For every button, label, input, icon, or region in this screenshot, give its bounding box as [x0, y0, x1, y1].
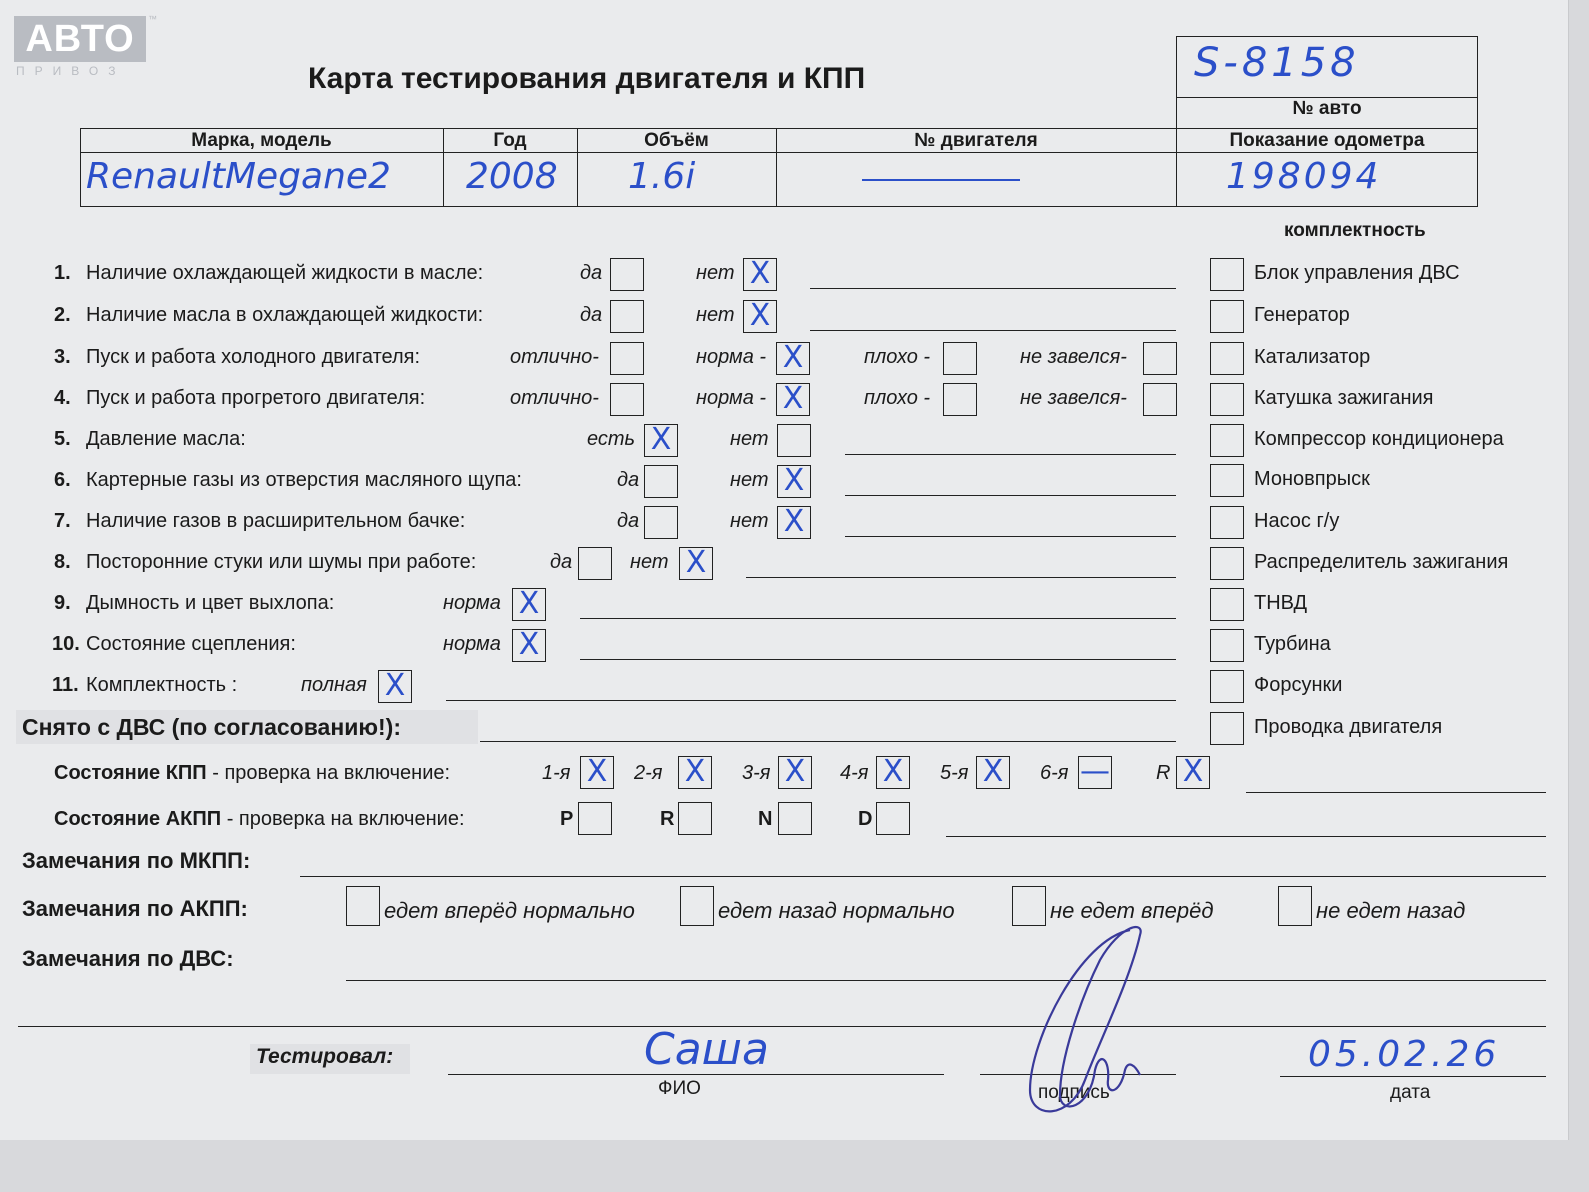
option-checkbox[interactable]: X [777, 506, 811, 539]
kpp-label-bold: Состояние КПП [54, 762, 207, 784]
akpp-option-no-forward: не едет вперёд [1050, 898, 1214, 923]
kit-checkbox[interactable] [1210, 712, 1244, 745]
item-text: Пуск и работа холодного двигателя: [86, 346, 421, 368]
option-checkbox[interactable] [943, 383, 977, 416]
car-number-value: S-8158 [1194, 40, 1360, 86]
engine-number-dash [862, 179, 1020, 181]
gear-checkbox[interactable]: X [876, 756, 910, 789]
date-line [1280, 1076, 1546, 1077]
option-checkbox[interactable] [610, 342, 644, 375]
akpp-mode-label: N [758, 808, 773, 830]
option-checkbox[interactable]: X [679, 547, 713, 580]
kit-checkbox[interactable] [1210, 629, 1244, 662]
item-text: Наличие охлаждающей жидкости в масле: [86, 262, 484, 284]
removed-line [480, 741, 1176, 742]
date-label: дата [1390, 1082, 1431, 1103]
removed-label: Снято с ДВС (по согласованию!): [22, 714, 401, 740]
kit-item-label: Катализатор [1254, 346, 1371, 368]
kit-checkbox[interactable] [1210, 424, 1244, 457]
item-number: 8. [54, 551, 71, 573]
kit-item-label: Распределитель зажигания [1254, 551, 1509, 573]
option-label: норма - [696, 387, 767, 409]
tested-by-label: Тестировал: [256, 1045, 394, 1068]
akpp-option-box[interactable] [1278, 886, 1312, 926]
year-value: 2008 [466, 156, 558, 197]
kit-item-label: Моновпрыск [1254, 468, 1370, 490]
gear-label: 6-я [1040, 762, 1069, 784]
remarks-mkpp-line [300, 876, 1546, 877]
option-label: норма [443, 633, 501, 655]
option-checkbox[interactable] [644, 465, 678, 498]
item-text: Давление масла: [86, 428, 246, 450]
kpp-label-rest: - проверка на включение: [206, 762, 451, 784]
kit-item-label: Компрессор кондиционера [1254, 428, 1504, 450]
volume-value: 1.6i [628, 156, 696, 197]
kit-checkbox[interactable] [1210, 342, 1244, 375]
option-checkbox[interactable] [777, 424, 811, 457]
remarks-akpp-label: Замечания по АКПП: [22, 896, 248, 921]
gear-label: 2-я [634, 762, 663, 784]
item-number: 10. [52, 633, 80, 655]
kit-item-label: Форсунки [1254, 674, 1343, 696]
option-checkbox[interactable]: X [776, 342, 810, 375]
item-number: 9. [54, 592, 71, 614]
option-checkbox[interactable] [610, 258, 644, 291]
item-notes-line [746, 577, 1176, 578]
option-label: полная [301, 674, 367, 696]
item-text: Комплектность : [86, 674, 238, 696]
item-notes-line [580, 659, 1176, 660]
option-label: отлично- [510, 387, 599, 409]
akpp-label-rest: - проверка на включение: [221, 808, 465, 830]
avtoprivoz-logo: АВТО [14, 16, 146, 62]
item-number: 11. [52, 674, 79, 696]
kit-checkbox[interactable] [1210, 588, 1244, 621]
kpp-label [54, 762, 450, 785]
gear-label: 1-я [542, 762, 571, 784]
akpp-mode-label: P [560, 808, 574, 830]
item-notes-line [446, 700, 1176, 701]
signature-scribble [1000, 920, 1190, 1130]
item-text: Наличие масла в охлаждающей жидкости: [86, 304, 484, 326]
odometer-value: 198094 [1226, 156, 1382, 197]
option-checkbox[interactable] [578, 547, 612, 580]
kit-item-label: Проводка двигателя [1254, 716, 1443, 738]
option-label: да [617, 510, 640, 532]
option-label: есть [587, 428, 636, 450]
option-label: не завелся- [1020, 346, 1127, 368]
akpp-line [946, 836, 1546, 837]
gear-label: 4-я [840, 762, 869, 784]
option-checkbox[interactable]: X [743, 258, 777, 291]
kit-item-label: ТНВД [1254, 592, 1308, 614]
kit-item-label: Генератор [1254, 304, 1350, 326]
item-number: 4. [54, 387, 71, 409]
akpp-mode-checkbox[interactable] [876, 802, 910, 835]
option-label: плохо - [864, 346, 931, 368]
option-checkbox[interactable]: X [512, 629, 546, 662]
akpp-mode-checkbox[interactable] [578, 802, 612, 835]
item-notes-line [810, 288, 1176, 289]
option-label: норма - [696, 346, 767, 368]
logo-subtitle: ПРИВОЗ [16, 64, 126, 78]
kit-checkbox[interactable] [1210, 506, 1244, 539]
kit-checkbox[interactable] [1210, 464, 1244, 497]
kit-item-label: Катушка зажигания [1254, 387, 1434, 409]
header-model: Марка, модель [191, 130, 332, 151]
option-label: нет [730, 428, 769, 450]
kpp-line [1246, 792, 1546, 793]
car-number-label: № авто [1292, 98, 1362, 119]
gear-checkbox[interactable]: X [778, 756, 812, 789]
option-label: да [580, 304, 603, 326]
header-year: Год [493, 130, 527, 151]
gear-checkbox[interactable]: X [976, 756, 1010, 789]
akpp-label-bold: Состояние АКПП [54, 808, 222, 830]
item-notes-line [580, 618, 1176, 619]
option-label: отлично- [510, 346, 599, 368]
signature-label: подпись [1038, 1082, 1110, 1103]
header-odometer: Показание одометра [1229, 130, 1425, 151]
gear-label: 5-я [940, 762, 969, 784]
kit-item-label: Блок управления ДВС [1254, 262, 1460, 284]
option-checkbox[interactable]: X [743, 300, 777, 333]
option-checkbox[interactable] [610, 383, 644, 416]
option-checkbox[interactable]: X [776, 383, 810, 416]
item-number: 5. [54, 428, 71, 450]
fio-value: Саша [644, 1024, 769, 1075]
item-text: Посторонние стуки или шумы при работе: [86, 551, 477, 573]
akpp-option-forward-ok: едет вперёд нормально [384, 898, 635, 923]
akpp-mode-checkbox[interactable] [778, 802, 812, 835]
item-number: 1. [54, 262, 71, 284]
option-label: норма [443, 592, 501, 614]
model-value: RenaultMegane2 [86, 156, 391, 197]
option-checkbox[interactable]: X [378, 670, 412, 703]
option-checkbox[interactable]: X [644, 424, 678, 457]
option-checkbox[interactable] [644, 506, 678, 539]
akpp-option-box[interactable] [346, 886, 380, 926]
akpp-mode-label: D [858, 808, 873, 830]
header-engine-no: № двигателя [914, 130, 1038, 151]
gear-checkbox[interactable]: — [1080, 754, 1110, 789]
kit-checkbox[interactable] [1210, 300, 1244, 333]
option-label: нет [630, 551, 669, 573]
option-checkbox[interactable]: X [777, 465, 811, 498]
header-volume: Объём [644, 130, 709, 151]
item-text: Состояние сцепления: [86, 633, 296, 655]
remarks-dvs-line-2 [18, 1026, 1546, 1027]
item-text: Наличие газов в расширительном бачке: [86, 510, 466, 532]
akpp-label [54, 808, 465, 831]
table-header-divider [80, 152, 1478, 153]
akpp-option-backward-ok: едет назад нормально [718, 898, 955, 923]
akpp-mode-checkbox[interactable] [678, 802, 712, 835]
kit-item-label: Турбина [1254, 633, 1331, 655]
item-notes-line [845, 495, 1176, 496]
akpp-mode-label: R [660, 808, 675, 830]
option-label: нет [696, 304, 735, 326]
option-label: плохо - [864, 387, 931, 409]
akpp-option-box[interactable] [680, 886, 714, 926]
gear-checkbox[interactable]: X [678, 756, 712, 789]
page-title: Карта тестирования двигателя и КПП [308, 62, 866, 95]
option-checkbox[interactable] [1143, 383, 1177, 416]
option-checkbox[interactable] [1143, 342, 1177, 375]
item-number: 7. [54, 510, 71, 532]
item-number: 6. [54, 469, 71, 491]
item-text: Пуск и работа прогретого двигателя: [86, 387, 426, 409]
trademark-sign: ™ [148, 14, 157, 24]
option-checkbox[interactable]: X [512, 588, 546, 621]
option-label: не завелся- [1020, 387, 1127, 409]
akpp-option-no-backward: не едет назад [1316, 898, 1466, 923]
kit-checkbox[interactable] [1210, 383, 1244, 416]
gear-label: 3-я [742, 762, 771, 784]
kit-checkbox[interactable] [1210, 670, 1244, 703]
option-label: нет [696, 262, 735, 284]
remarks-mkpp-label: Замечания по МКПП: [22, 848, 251, 873]
fio-label: ФИО [658, 1078, 701, 1099]
gear-checkbox[interactable]: X [580, 756, 614, 789]
option-label: нет [730, 510, 769, 532]
item-number: 2. [54, 304, 71, 326]
gear-checkbox[interactable]: X [1176, 756, 1210, 789]
option-label: да [617, 469, 640, 491]
option-label: нет [730, 469, 769, 491]
kit-checkbox[interactable] [1210, 547, 1244, 580]
item-notes-line [810, 330, 1176, 331]
option-label: да [580, 262, 603, 284]
car-number-label-frame [1176, 96, 1478, 128]
remarks-dvs-line [346, 980, 1546, 981]
item-text: Дымность и цвет выхлопа: [86, 592, 335, 614]
kit-title: комплектность [1284, 220, 1426, 241]
date-value: 05.02.26 [1308, 1034, 1501, 1075]
item-text: Картерные газы из отверстия масляного щупа: [86, 469, 522, 491]
item-number: 3. [54, 346, 71, 368]
remarks-dvs-label: Замечания по ДВС: [22, 946, 234, 971]
option-label: да [550, 551, 573, 573]
kit-item-label: Насос г/у [1254, 510, 1340, 532]
option-checkbox[interactable] [943, 342, 977, 375]
option-checkbox[interactable] [610, 300, 644, 333]
item-notes-line [845, 454, 1176, 455]
kit-checkbox[interactable] [1210, 258, 1244, 291]
item-notes-line [845, 536, 1176, 537]
gear-label: R [1156, 762, 1171, 784]
